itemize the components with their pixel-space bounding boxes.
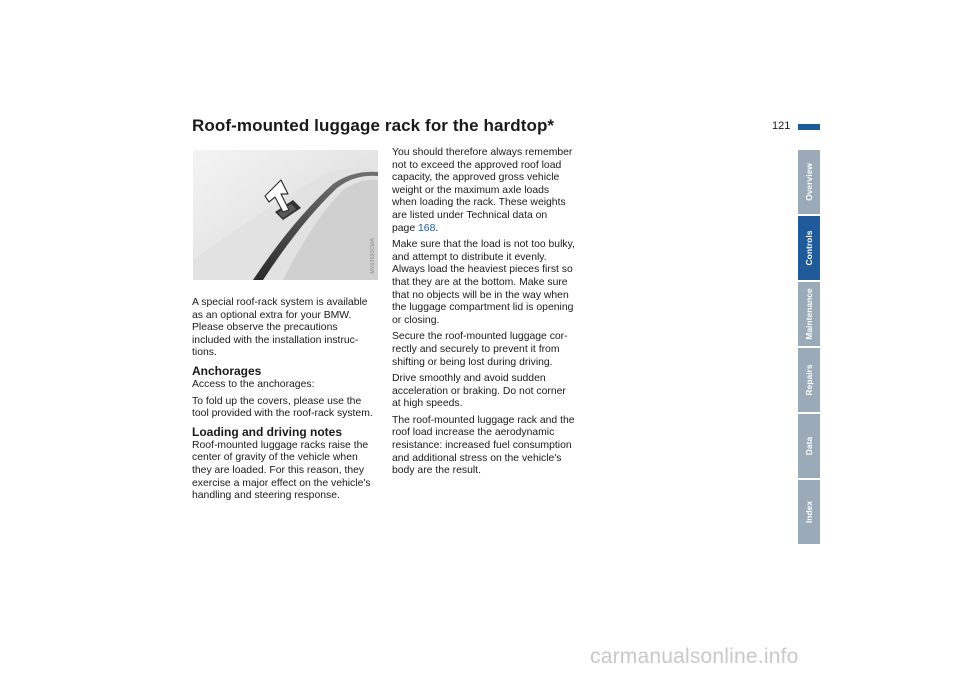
tab-overview[interactable] (798, 150, 820, 214)
weights-paragraph (392, 147, 588, 235)
section-tabs (798, 150, 820, 546)
tab-maintenance-label: Maintenance (804, 288, 814, 340)
tab-data-label: Data (804, 436, 814, 456)
figure-code: MV03593CMA (370, 238, 376, 274)
tab-maintenance[interactable] (798, 282, 820, 346)
left-column (192, 297, 388, 507)
roof-anchorage-drawing (193, 150, 378, 280)
aerodynamics-paragraph: The roof-mounted luggage rack and the roof load increase the aerodynamic resistance: increased fuel consumption and additional stress on the vehicle's body are the result. (392, 414, 575, 477)
tab-data[interactable] (798, 414, 820, 478)
drive-smoothly-paragraph: Drive smoothly and avoid sudden acceleration or braking. Do not corner at high speeds. (392, 373, 566, 410)
anchorages-paragraph-1: Access to the anchorages: (192, 378, 315, 390)
watermark: carmanualsonline.info (590, 645, 799, 668)
tab-overview-label: Overview (804, 163, 814, 201)
tab-repairs[interactable] (798, 348, 820, 412)
intro-paragraph: A special roof-rack system is available as an optional extra for your BMW. Please observe the precautions included with the installation instruc- tions. (192, 297, 368, 359)
tab-controls-label: Controls (804, 230, 814, 266)
secure-load-paragraph: Secure the roof-mounted luggage cor- rectly and securely to prevent it from shifting or being lost during driving. (392, 331, 568, 368)
page-168-link[interactable]: 168 (418, 222, 436, 234)
tab-controls[interactable] (798, 216, 820, 280)
right-column (392, 147, 588, 482)
loading-heading: Loading and driving notes (192, 424, 342, 439)
anchorages-paragraph-2: To fold up the covers, please use the tool provided with the roof-rack system. (192, 395, 373, 420)
anchorages-heading: Anchorages (192, 363, 262, 378)
tab-repairs-label: Repairs (804, 364, 814, 396)
weights-text: You should therefore always remember not to exceed the approved roof load capacity, the approved gross vehicle weight or the maximum axle loads when loading the rack. These weights are listed under Technical data on page (392, 147, 573, 234)
loading-paragraph-1: Roof-mounted luggage racks raise the center of gravity of the vehicle when they are loaded. For this reason, they exercise a major effect on the vehicle's handling and steering response. (192, 439, 371, 502)
weights-text-end: . (435, 222, 439, 234)
tab-index[interactable] (798, 480, 820, 544)
page-marker (798, 124, 820, 130)
page-number: 121 (772, 120, 791, 132)
roof-rack-illustration (193, 150, 378, 280)
tab-index-label: Index (804, 500, 814, 524)
load-distribution-paragraph: Make sure that the load is not too bulky, and attempt to distribute it evenly. Always load the heaviest pieces first so that they are at the bottom. Make sure that no objects will be in the way when the luggage compartment lid is opening or closing. (392, 239, 575, 326)
page-title: Roof-mounted luggage rack for the hardtop* (192, 116, 555, 135)
